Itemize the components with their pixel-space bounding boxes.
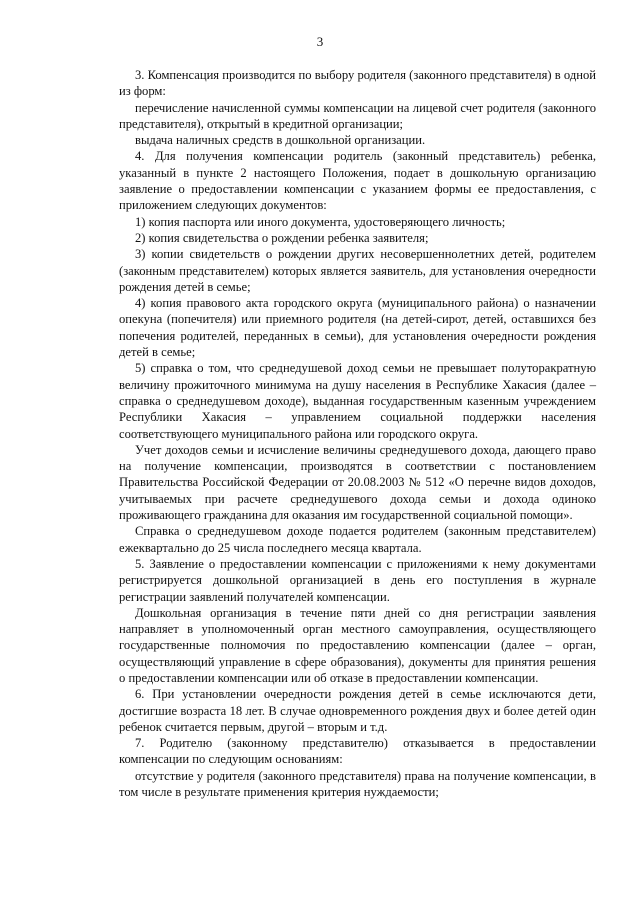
paragraph-form-account-transfer: перечисление начисленной суммы компенсации на лицевой счет родителя (законного представителя), открытый в кредитной организации; <box>119 100 596 131</box>
paragraph-5-registration: 5. Заявление о предоставлении компенсации с приложениями к нему документами регистрируется дошкольной организацией в день его поступления в журнале регистрации заявлений получателей компенсации. <box>119 556 596 604</box>
paragraph-income-accounting: Учет доходов семьи и исчисление величины среднедушевого дохода, дающего право на получение компенсации, производятся в соответствии с постановлением Правительства Российской Федерации от 20.08.2003 № 512 «О перечне видов доходов, учитываемых при расчете среднедушевого дохода семьи и дохода одиноко проживающего гражданина для оказания им государственной социальной помощи». <box>119 442 596 523</box>
page-number: 3 <box>316 34 324 49</box>
list-item-1-passport: 1) копия паспорта или иного документа, удостоверяющего личность; <box>135 214 506 229</box>
paragraph-refusal-reason-no-right: отсутствие у родителя (законного представителя) права на получение компенсации, в том числе в результате применения критерия нуждаемости; <box>119 768 596 800</box>
paragraph-4-application: 4. Для получения компенсации родитель (законный представитель) ребенка, указанный в пункте 2 настоящего Положения, подает в дошкольную организацию заявление о предоставлении компенсации с указанием формы ее предоставления, с приложением следующих документов: <box>119 149 596 213</box>
list-item-5-income-certificate: 5) справка о том, что среднедушевой доход семьи не превышает полуторакратную величину прожиточного минимума на душу населения в Республике Хакасия (далее – справка о среднедушевом доходе), выданная государственным казенным учреждением Республики Хакасия – управлением социальной поддержки населения соответствующего муниципального района или городского округа. <box>119 361 596 441</box>
paragraph-form-cash: выдача наличных средств в дошкольной организации. <box>135 133 426 148</box>
document-body <box>119 67 596 800</box>
paragraph-organization-forwarding: Дошкольная организация в течение пяти дней со дня регистрации заявления направляет в уполномоченный орган местного самоуправления, осуществляющего государственные полномочия по предоставлению компенсации (далее – орган, осуществляющий управление в сфере образования), документы для принятия решения о предоставлении компенсации или об отказе в предоставлении компенсации. <box>119 605 596 685</box>
paragraph-7-refusal: 7. Родителю (законному представителю) отказывается в предоставлении компенсации по следующим основаниям: <box>119 736 596 767</box>
list-item-3-other-children: 3) копии свидетельств о рождении других несовершеннолетних детей, родителем (законным представителем) которых является заявитель, для установления очередности рождения детей в семье; <box>119 247 596 294</box>
list-item-2-birth-certificate: 2) копия свидетельства о рождении ребенка заявителя; <box>135 230 429 245</box>
list-item-4-guardian-act: 4) копия правового акта городского округа (муниципального района) о назначении опекуна (попечителя) или приемного родителя (на детей-сирот, детей, оставшихся без попечения родителей, переданных в семьи), для установления очередности рождения детей в семье; <box>119 296 596 360</box>
paragraph-6-birth-order: 6. При установлении очередности рождения детей в семье исключаются дети, достигшие возраста 18 лет. В случае одновременного рождения двух и более детей один ребенок считается первым, другой – вторым и т.д. <box>119 687 596 734</box>
paragraph-3-compensation-forms: 3. Компенсация производится по выбору родителя (законного представителя) в одной из форм: <box>119 68 596 99</box>
paragraph-income-certificate-quarterly: Справка о среднедушевом доходе подается родителем (законным представителем) ежеквартально до 25 числа последнего месяца квартала. <box>119 524 596 555</box>
